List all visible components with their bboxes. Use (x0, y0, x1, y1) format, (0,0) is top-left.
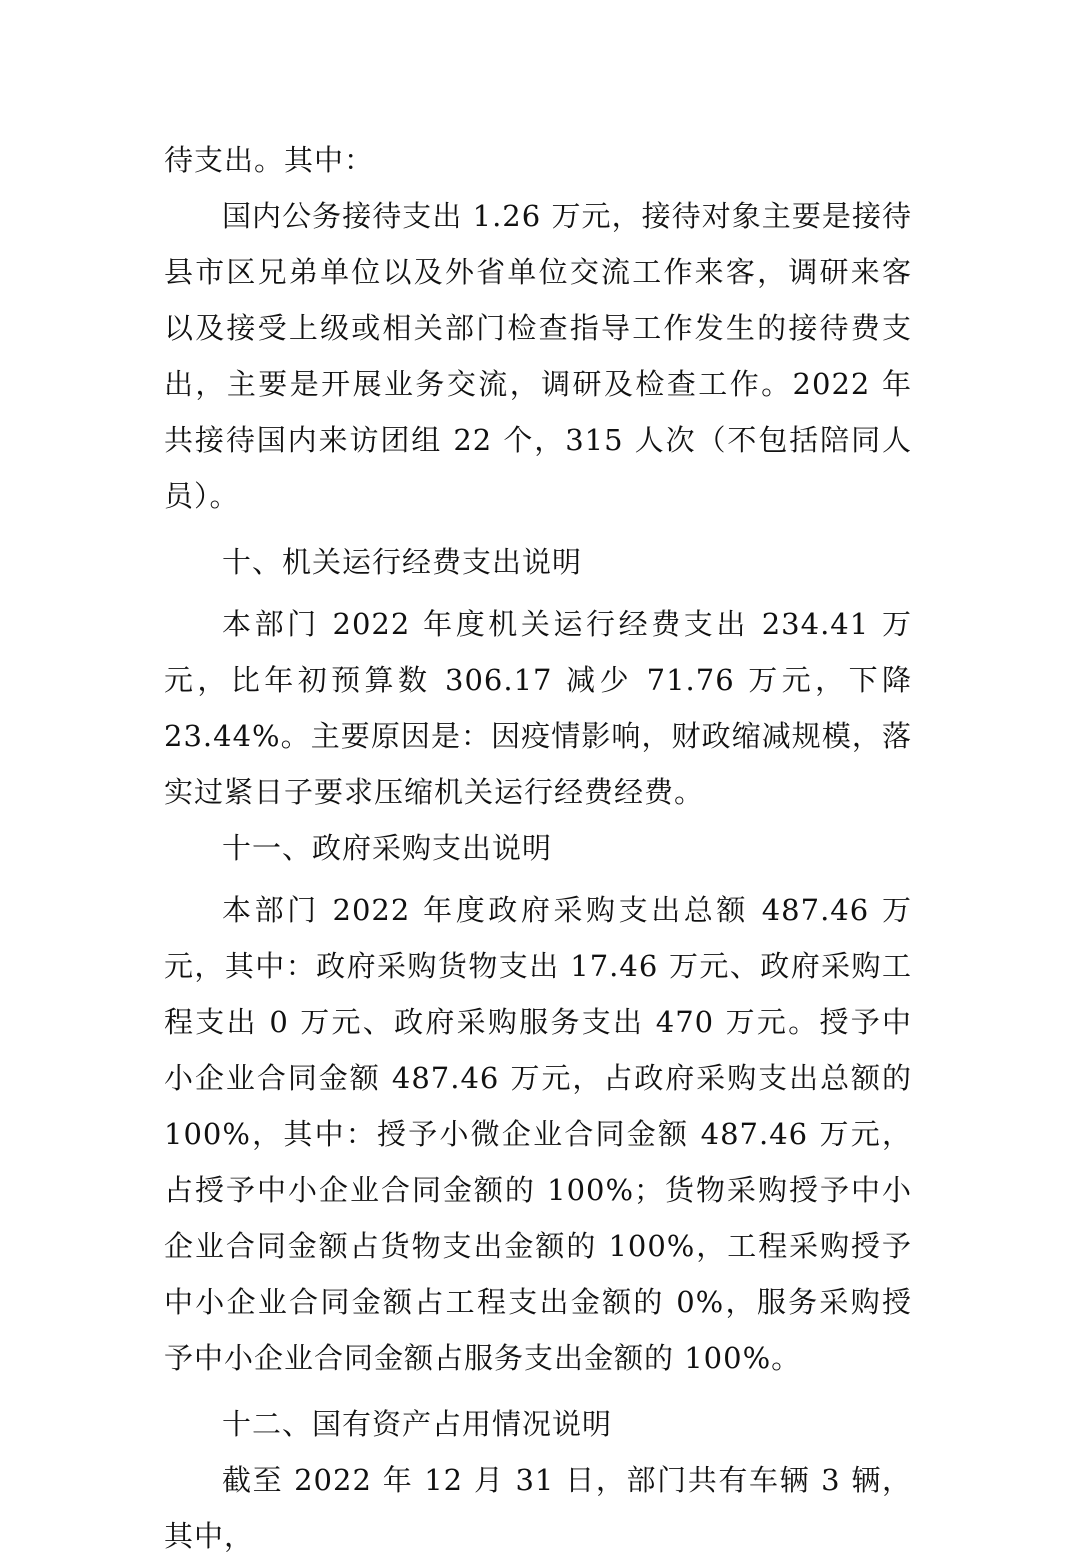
section-heading-11: 十一、政府采购支出说明 (222, 831, 553, 865)
section-heading-12: 十二、国有资产占用情况说明 (222, 1407, 613, 1441)
paragraph-procurement: 本部门 2022 年度政府采购支出总额 487.46 万元，其中：政府采购货物支出 17.46 万元、政府采购工程支出 0 万元、政府采购服务支出 470 万元。授予中小企业合同金额 487.46 万元，占政府采购支出总额的 100%，其中：授予小微企业合同金额 487.46 万元，占授予中小企业合同金额的 100%；货物采购授予中小企业合同金额占货物支出金额的 100%，工程采购授予中小企业合同金额占工程支出金额的 0%，服务采购授予中小企业合同金额占服务支出金额的 100%。 (164, 893, 912, 1375)
paragraph-state-assets: 截至 2022 年 12 月 31 日，部门共有车辆 3 辆，其中， (164, 1463, 912, 1553)
section-heading-10: 十、机关运行经费支出说明 (222, 545, 583, 579)
paragraph-reception-expense: 国内公务接待支出 1.26 万元，接待对象主要是接待县市区兄弟单位以及外省单位交流工作来客，调研来客以及接受上级或相关部门检查指导工作发生的接待费支出，主要是开展业务交流，调研及检查工作。2022 年共接待国内来访团组 22 个，315 人次（不包括陪同人员）。 (164, 199, 912, 513)
paragraph-operating-expense: 本部门 2022 年度机关运行经费支出 234.41 万元，比年初预算数 306.17 减少 71.76 万元，下降 23.44%。主要原因是：因疫情影响，财政缩减规模，落实过紧日子要求压缩机关运行经费经费。 (164, 607, 912, 809)
document-body (164, 132, 912, 1564)
paragraph-continuation: 待支出。其中： (164, 143, 375, 177)
